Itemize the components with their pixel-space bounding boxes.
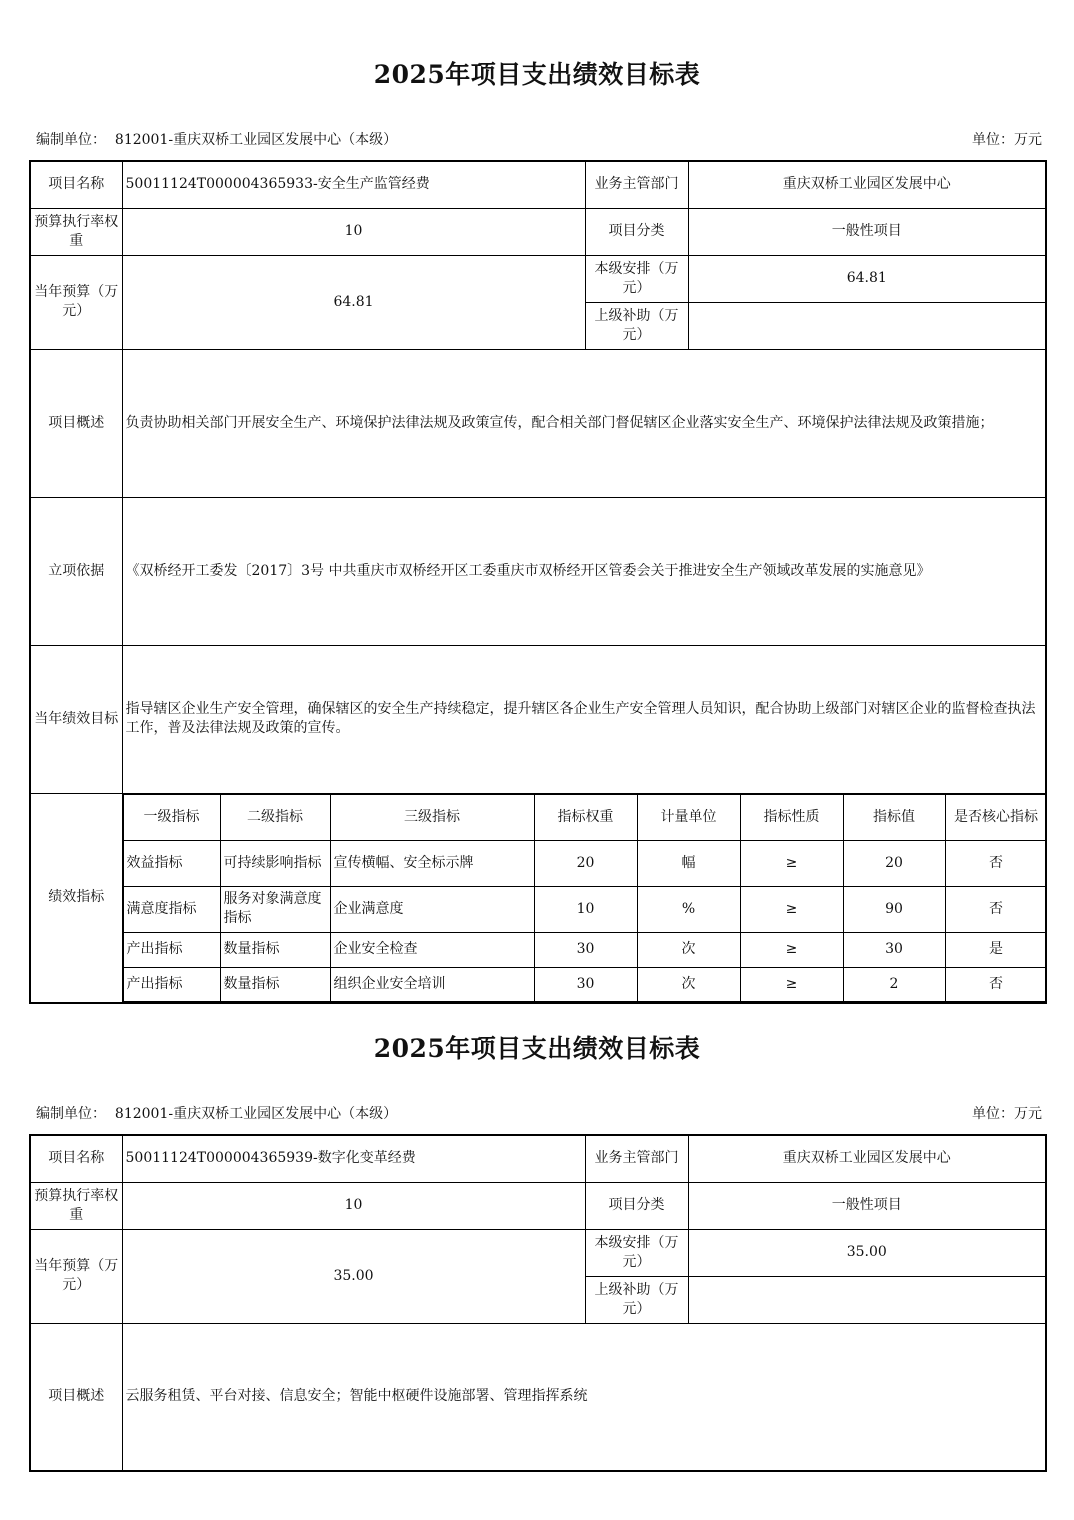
label-dept: 业务主管部门 — [585, 161, 688, 208]
value-basis: 《双桥经开工委发〔2017〕3号 中共重庆市双桥经开区工委重庆市双桥经开区管委会关于推进安全生产领域改革发展的实施意见》 — [122, 497, 1046, 645]
label-local: 本级安排（万元） — [585, 1229, 688, 1276]
value-category: 一般性项目 — [688, 208, 1046, 255]
page1-unit: 单位：万元 — [972, 132, 1042, 148]
ind-cell: 是 — [945, 932, 1046, 967]
value-local: 64.81 — [688, 255, 1046, 302]
table-row — [123, 932, 1046, 967]
label-project-name: 项目名称 — [30, 161, 122, 208]
label-overview: 项目概述 — [30, 1323, 122, 1471]
ind-cell: 组织企业安全培训 — [330, 967, 534, 1001]
ind-cell: 10 — [534, 886, 637, 932]
value-dept: 重庆双桥工业园区发展中心 — [688, 161, 1046, 208]
label-dept: 业务主管部门 — [585, 1135, 688, 1182]
ind-cell: 30 — [534, 967, 637, 1001]
ind-cell: 20 — [843, 840, 945, 886]
ind-cell: ≥ — [740, 840, 843, 886]
label-indicators: 绩效指标 — [30, 793, 122, 1003]
page2-title: 2025年项目支出绩效目标表 — [373, 1034, 701, 1063]
value-budget: 35.00 — [122, 1229, 585, 1323]
value-budget: 64.81 — [122, 255, 585, 349]
ind-header-value: 指标值 — [843, 794, 945, 840]
page2-form-table — [29, 1134, 1047, 1472]
label-budget: 当年预算（万元） — [30, 1229, 122, 1323]
page2-unit: 单位：万元 — [972, 1106, 1042, 1122]
value-overview: 云服务租赁、平台对接、信息安全；智能中枢硬件设施部署、管理指挥系统 — [122, 1323, 1046, 1471]
label-budget: 当年预算（万元） — [30, 255, 122, 349]
page1-form-table — [29, 160, 1047, 1004]
label-upper: 上级补助（万元） — [585, 1276, 688, 1323]
ind-header-nature: 指标性质 — [740, 794, 843, 840]
ind-cell: ≥ — [740, 967, 843, 1001]
ind-cell: 宣传横幅、安全标示牌 — [330, 840, 534, 886]
value-weight: 10 — [122, 208, 585, 255]
label-goal: 当年绩效目标 — [30, 645, 122, 793]
ind-cell: 次 — [637, 967, 740, 1001]
ind-header-level1: 一级指标 — [123, 794, 220, 840]
label-overview: 项目概述 — [30, 349, 122, 497]
value-dept: 重庆双桥工业园区发展中心 — [688, 1135, 1046, 1182]
ind-header-level2: 二级指标 — [220, 794, 330, 840]
label-upper: 上级补助（万元） — [585, 302, 688, 349]
label-category: 项目分类 — [585, 1182, 688, 1229]
table-row — [123, 840, 1046, 886]
ind-cell: ≥ — [740, 932, 843, 967]
value-project-name: 50011124T000004365933-安全生产监管经费 — [122, 161, 585, 208]
label-local: 本级安排（万元） — [585, 255, 688, 302]
ind-cell: 90 — [843, 886, 945, 932]
indicator-header-row — [123, 794, 1046, 840]
page1-org-label: 编制单位： — [36, 132, 106, 148]
label-weight: 预算执行率权重 — [30, 1182, 122, 1229]
ind-cell: 数量指标 — [220, 932, 330, 967]
ind-cell: % — [637, 886, 740, 932]
indicators-table — [123, 794, 1047, 1002]
page2-meta — [36, 1103, 1042, 1123]
ind-cell: 满意度指标 — [123, 886, 220, 932]
ind-cell: 服务对象满意度指标 — [220, 886, 330, 932]
ind-cell: 否 — [945, 967, 1046, 1001]
ind-cell: 产出指标 — [123, 932, 220, 967]
table-row — [123, 886, 1046, 932]
value-goal: 指导辖区企业生产安全管理，确保辖区的安全生产持续稳定，提升辖区各企业生产安全管理人员知识，配合协助上级部门对辖区企业的监督检查执法工作，普及法律法规及政策的宣传。 — [122, 645, 1046, 793]
label-category: 项目分类 — [585, 208, 688, 255]
value-upper — [688, 1276, 1046, 1323]
ind-cell: 20 — [534, 840, 637, 886]
ind-cell: 否 — [945, 840, 1046, 886]
ind-cell: 30 — [534, 932, 637, 967]
page2-org-label: 编制单位： — [36, 1106, 106, 1122]
ind-cell: 企业安全检查 — [330, 932, 534, 967]
ind-cell: 次 — [637, 932, 740, 967]
ind-cell: 可持续影响指标 — [220, 840, 330, 886]
page1-meta — [36, 129, 1042, 149]
value-weight: 10 — [122, 1182, 585, 1229]
ind-header-core: 是否核心指标 — [945, 794, 1046, 840]
page2-org-value: 812001-重庆双桥工业园区发展中心（本级） — [114, 1106, 398, 1122]
ind-header-weight: 指标权重 — [534, 794, 637, 840]
value-category: 一般性项目 — [688, 1182, 1046, 1229]
table-row — [123, 967, 1046, 1001]
label-weight: 预算执行率权重 — [30, 208, 122, 255]
ind-cell: 幅 — [637, 840, 740, 886]
label-basis: 立项依据 — [30, 497, 122, 645]
ind-cell: 否 — [945, 886, 1046, 932]
page1-org — [36, 129, 397, 149]
ind-cell: ≥ — [740, 886, 843, 932]
ind-cell: 产出指标 — [123, 967, 220, 1001]
value-upper — [688, 302, 1046, 349]
ind-cell: 30 — [843, 932, 945, 967]
value-local: 35.00 — [688, 1229, 1046, 1276]
ind-cell: 效益指标 — [123, 840, 220, 886]
value-overview: 负责协助相关部门开展安全生产、环境保护法律法规及政策宣传，配合相关部门督促辖区企业落实安全生产、环境保护法律法规及政策措施； — [122, 349, 1046, 497]
indicators-cell — [122, 793, 1046, 1003]
ind-header-level3: 三级指标 — [330, 794, 534, 840]
value-project-name: 50011124T000004365939-数字化变革经费 — [122, 1135, 585, 1182]
ind-header-unit: 计量单位 — [637, 794, 740, 840]
ind-cell: 企业满意度 — [330, 886, 534, 932]
label-project-name: 项目名称 — [30, 1135, 122, 1182]
ind-cell: 数量指标 — [220, 967, 330, 1001]
page1-org-value: 812001-重庆双桥工业园区发展中心（本级） — [114, 132, 398, 148]
page2-org — [36, 1103, 397, 1123]
ind-cell: 2 — [843, 967, 945, 1001]
page1-title: 2025年项目支出绩效目标表 — [373, 60, 701, 89]
